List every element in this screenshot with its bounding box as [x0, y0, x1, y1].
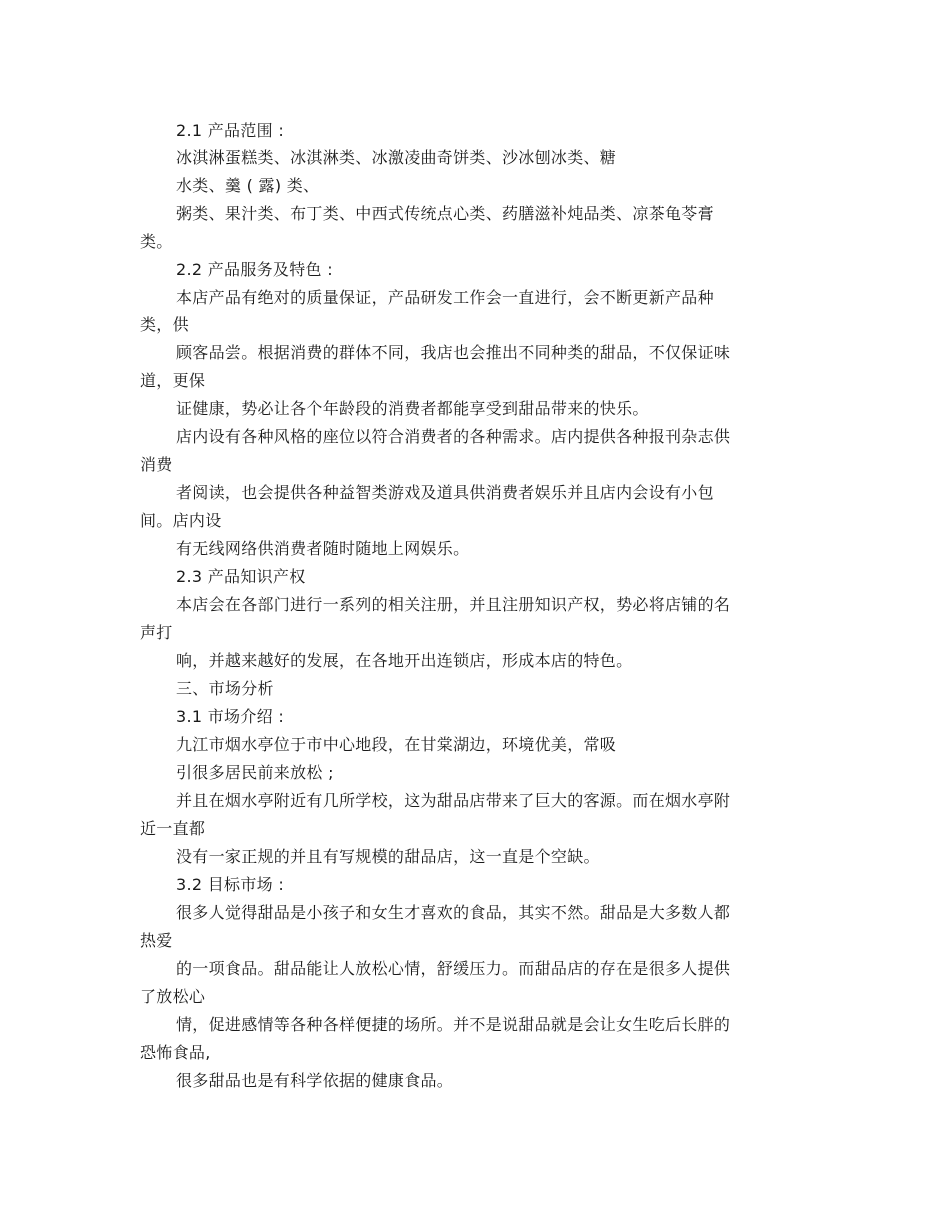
text-line: 恐怖食品, — [140, 1043, 211, 1062]
text-line: 热爱 — [140, 931, 173, 950]
text-line: 响，并越来越好的发展，在各地开出连锁店，形成本店的特色。 — [176, 651, 633, 670]
text-line: 近一直都 — [140, 819, 206, 838]
text-line: 九江市烟水亭位于市中心地段，在甘棠湖边，环境优美，常吸 — [176, 735, 617, 754]
text-line: 类。 — [140, 232, 173, 251]
text-line: 的一项食品。甜品能让人放松心情，舒缓压力。而甜品店的存在是很多人提供 — [176, 959, 731, 978]
text-line: 三、市场分析 — [176, 679, 274, 698]
text-line: 引很多居民前来放松 ; — [176, 763, 334, 782]
text-line: 本店产品有绝对的质量保证，产品研发工作会一直进行，会不断更新产品种 — [176, 288, 714, 307]
text-line: 间。店内设 — [140, 511, 222, 530]
text-line: 类，供 — [140, 315, 189, 334]
text-line: 证健康，势必让各个年龄段的消费者都能享受到甜品带来的快乐。 — [176, 399, 649, 418]
text-line: 情，促进感情等各种各样便捷的场所。并不是说甜品就是会让女生吃后长胖的 — [176, 1015, 731, 1034]
text-line: 3.1 市场介绍 : — [176, 707, 285, 726]
text-line: 顾客品尝。根据消费的群体不同，我店也会推出不同种类的甜品，不仅保证味 — [176, 343, 731, 362]
text-line: 声打 — [140, 623, 173, 642]
text-line: 3.2 目标市场 : — [176, 875, 285, 894]
text-line: 2.2 产品服务及特色 : — [176, 260, 333, 279]
text-line: 消费 — [140, 455, 173, 474]
text-line: 有无线网络供消费者随时随地上网娱乐。 — [176, 539, 470, 558]
text-line: 冰淇淋蛋糕类、冰淇淋类、冰激凌曲奇饼类、沙冰刨冰类、糖 — [176, 148, 617, 167]
text-line: 2.3 产品知识产权 — [176, 567, 306, 586]
text-line: 店内设有各种风格的座位以符合消费者的各种需求。店内提供各种报刊杂志供 — [176, 427, 731, 446]
text-line: 很多甜品也是有科学依据的健康食品。 — [176, 1071, 454, 1090]
text-line: 2.1 产品范围 : — [176, 121, 285, 140]
text-line: 道，更保 — [140, 371, 206, 390]
text-line: 并且在烟水亭附近有几所学校，这为甜品店带来了巨大的客源。而在烟水亭附 — [176, 791, 731, 810]
text-line: 者阅读，也会提供各种益智类游戏及道具供消费者娱乐并且店内会设有小包 — [176, 483, 714, 502]
text-line: 水类、羹 ( 露) 类、 — [176, 176, 320, 195]
text-line: 很多人觉得甜品是小孩子和女生才喜欢的食品，其实不然。甜品是大多数人都 — [176, 903, 731, 922]
text-line: 本店会在各部门进行一系列的相关注册，并且注册知识产权，势必将店铺的名 — [176, 595, 731, 614]
text-line: 没有一家正规的并且有写规模的甜品店，这一直是个空缺。 — [176, 847, 600, 866]
text-line: 了放松心 — [140, 987, 206, 1006]
text-line: 粥类、果汁类、布丁类、中西式传统点心类、药膳滋补炖品类、凉茶龟苓膏 — [176, 204, 714, 223]
